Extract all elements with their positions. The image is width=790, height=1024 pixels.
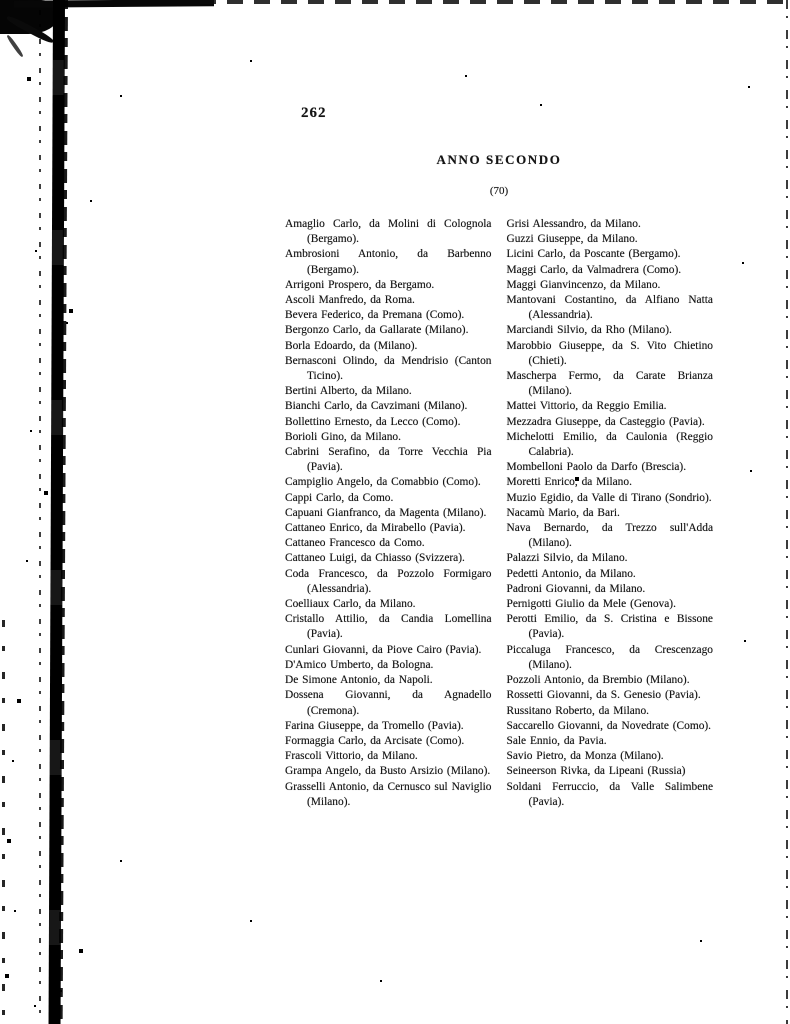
student-entry: Guzzi Giuseppe, da Milano.	[506, 233, 638, 246]
student-entry: Sale Ennio, da Pavia.	[506, 734, 607, 747]
text-block	[285, 105, 713, 810]
two-column-list	[285, 217, 713, 810]
student-entry: Bianchi Carlo, da Cavzimani (Milano).	[285, 400, 468, 413]
student-entry: Arrigoni Prospero, da Bergamo.	[285, 278, 435, 291]
student-entry: Borla Edoardo, da (Milano).	[285, 339, 418, 352]
student-entry: Grisi Alessandro, da Milano.	[506, 218, 641, 230]
student-entry: Cattaneo Luigi, da Chiasso (Svizzera).	[285, 552, 465, 565]
student-entry: Pedetti Antonio, da Milano.	[506, 567, 636, 580]
student-entry: Mascherpa Fermo, da Carate Brianza (Milano).	[506, 370, 713, 398]
student-entry: Cattaneo Francesco da Como.	[285, 537, 425, 550]
student-entry: Palazzi Silvio, da Milano.	[506, 552, 628, 565]
student-entry: Piccaluga Francesco, da Crescenzago (Milano).	[506, 643, 713, 671]
student-entry: Ascoli Manfredo, da Roma.	[285, 294, 415, 307]
student-entry: Cattaneo Enrico, da Mirabello (Pavia).	[285, 522, 466, 535]
student-entry: Bevera Federico, da Premana (Como).	[285, 309, 465, 322]
student-entry: Cristallo Attilio, da Candia Lomellina (Pavia).	[285, 613, 492, 641]
binding-gutter-dots	[39, 10, 41, 1024]
student-entry: Pozzoli Antonio, da Brembio (Milano).	[506, 674, 690, 687]
student-entry: Nava Bernardo, da Trezzo sull'Adda (Milano).	[506, 522, 713, 550]
student-entry: Cappi Carlo, da Como.	[285, 491, 394, 504]
student-entry: Cabrini Serafino, da Torre Vecchia Pia (Pavia).	[285, 446, 492, 474]
student-entry: D'Amico Umberto, da Bologna.	[285, 658, 434, 671]
ink-streak-artifact	[6, 34, 24, 58]
student-entry: Saccarello Giovanni, da Novedrate (Como).	[506, 719, 712, 732]
student-entry: Michelotti Emilio, da Caulonia (Reggio Calabria).	[506, 430, 713, 459]
student-entry: Maggi Carlo, da Valmadrera (Como).	[506, 263, 682, 276]
student-entry: Perotti Emilio, da S. Cristina e Bissone (Pavia).	[506, 613, 713, 641]
student-entry: Maggi Gianvincenzo, da Milano.	[506, 278, 661, 291]
student-entry: Grasselli Antonio, da Cernusco sul Naviglio (Milano).	[285, 780, 492, 808]
student-entry: Mezzadra Giuseppe, da Casteggio (Pavia).	[506, 415, 705, 428]
student-entry: Pernigotti Giulio da Mele (Genova).	[506, 598, 676, 611]
student-entry: Russitano Roberto, da Milano.	[506, 704, 650, 717]
scan-noise	[0, 0, 2, 2]
scan-edge-top	[14, 0, 214, 8]
student-entry: Padroni Giovanni, da Milano.	[506, 582, 646, 595]
student-entry: Rossetti Giovanni, da S. Genesio (Pavia).	[506, 689, 701, 702]
scan-edge-top-dashes	[200, 0, 790, 4]
student-entry: Nacamù Mario, da Bari.	[506, 506, 620, 519]
student-entry: Amaglio Carlo, da Molini di Colognola (Bergamo).	[285, 218, 492, 246]
student-entry: Bergonzo Carlo, da Gallarate (Milano).	[285, 324, 469, 337]
student-entry: Moretti Enrico, da Milano.	[506, 476, 632, 489]
student-entry: Capuani Gianfranco, da Magenta (Milano).	[285, 506, 487, 519]
student-entry: Bertini Alberto, da Milano.	[285, 385, 412, 398]
student-entry: Grampa Angelo, da Busto Arsizio (Milano).	[285, 765, 491, 778]
student-entry: Coda Francesco, da Pozzolo Formigaro (Alessandria).	[285, 567, 492, 595]
student-entry: Formaggia Carlo, da Arcisate (Como).	[285, 734, 465, 747]
student-entry: Marobbio Giuseppe, da S. Vito Chietino (Chieti).	[506, 339, 713, 367]
student-count: (70)	[489, 185, 509, 197]
student-entry: Muzio Egidio, da Valle di Tirano (Sondrio).	[506, 491, 712, 504]
right-column	[507, 217, 714, 810]
student-entry: Mattei Vittorio, da Reggio Emilia.	[506, 400, 667, 413]
student-entry: Seineerson Rivka, da Lipeani (Russia)	[506, 765, 686, 778]
student-entry: Mombelloni Paolo da Darfo (Brescia).	[506, 461, 687, 474]
left-column	[285, 217, 492, 810]
student-entry: Campiglio Angelo, da Comabbio (Como).	[285, 476, 481, 489]
student-entry: Bernasconi Olindo, da Mendrisio (Canton Ticino).	[285, 354, 492, 383]
student-entry: Savio Pietro, da Monza (Milano).	[506, 750, 664, 763]
scan-edge-right	[786, 0, 788, 1024]
student-entry: Cunlari Giovanni, da Piove Cairo (Pavia).	[285, 643, 482, 656]
student-entry: Coelliaux Carlo, da Milano.	[285, 598, 416, 611]
student-entry: Mantovani Costantino, da Alfiano Natta (Alessandria).	[506, 294, 713, 322]
student-entry: Frascoli Vittorio, da Milano.	[285, 750, 418, 763]
student-entry: Borioli Gino, da Milano.	[285, 430, 401, 443]
student-entry: Soldani Ferruccio, da Valle Salimbene (Pavia).	[506, 780, 713, 808]
student-entry: De Simone Antonio, da Napoli.	[285, 674, 433, 687]
section-heading: ANNO SECONDO	[436, 152, 562, 167]
page-number: 262	[301, 105, 327, 121]
scan-edge-left-specks	[2, 620, 5, 1024]
student-entry: Licini Carlo, da Poscante (Bergamo).	[506, 248, 681, 261]
student-entry: Ambrosioni Antonio, da Barbenno (Bergamo).	[285, 248, 492, 276]
student-entry: Bollettino Ernesto, da Lecco (Como).	[285, 415, 461, 428]
student-entry: Farina Giuseppe, da Tromello (Pavia).	[285, 719, 464, 732]
student-entry: Dossena Giovanni, da Agnadello (Cremona).	[285, 689, 492, 717]
student-entry: Marciandi Silvio, da Rho (Milano).	[506, 324, 672, 337]
